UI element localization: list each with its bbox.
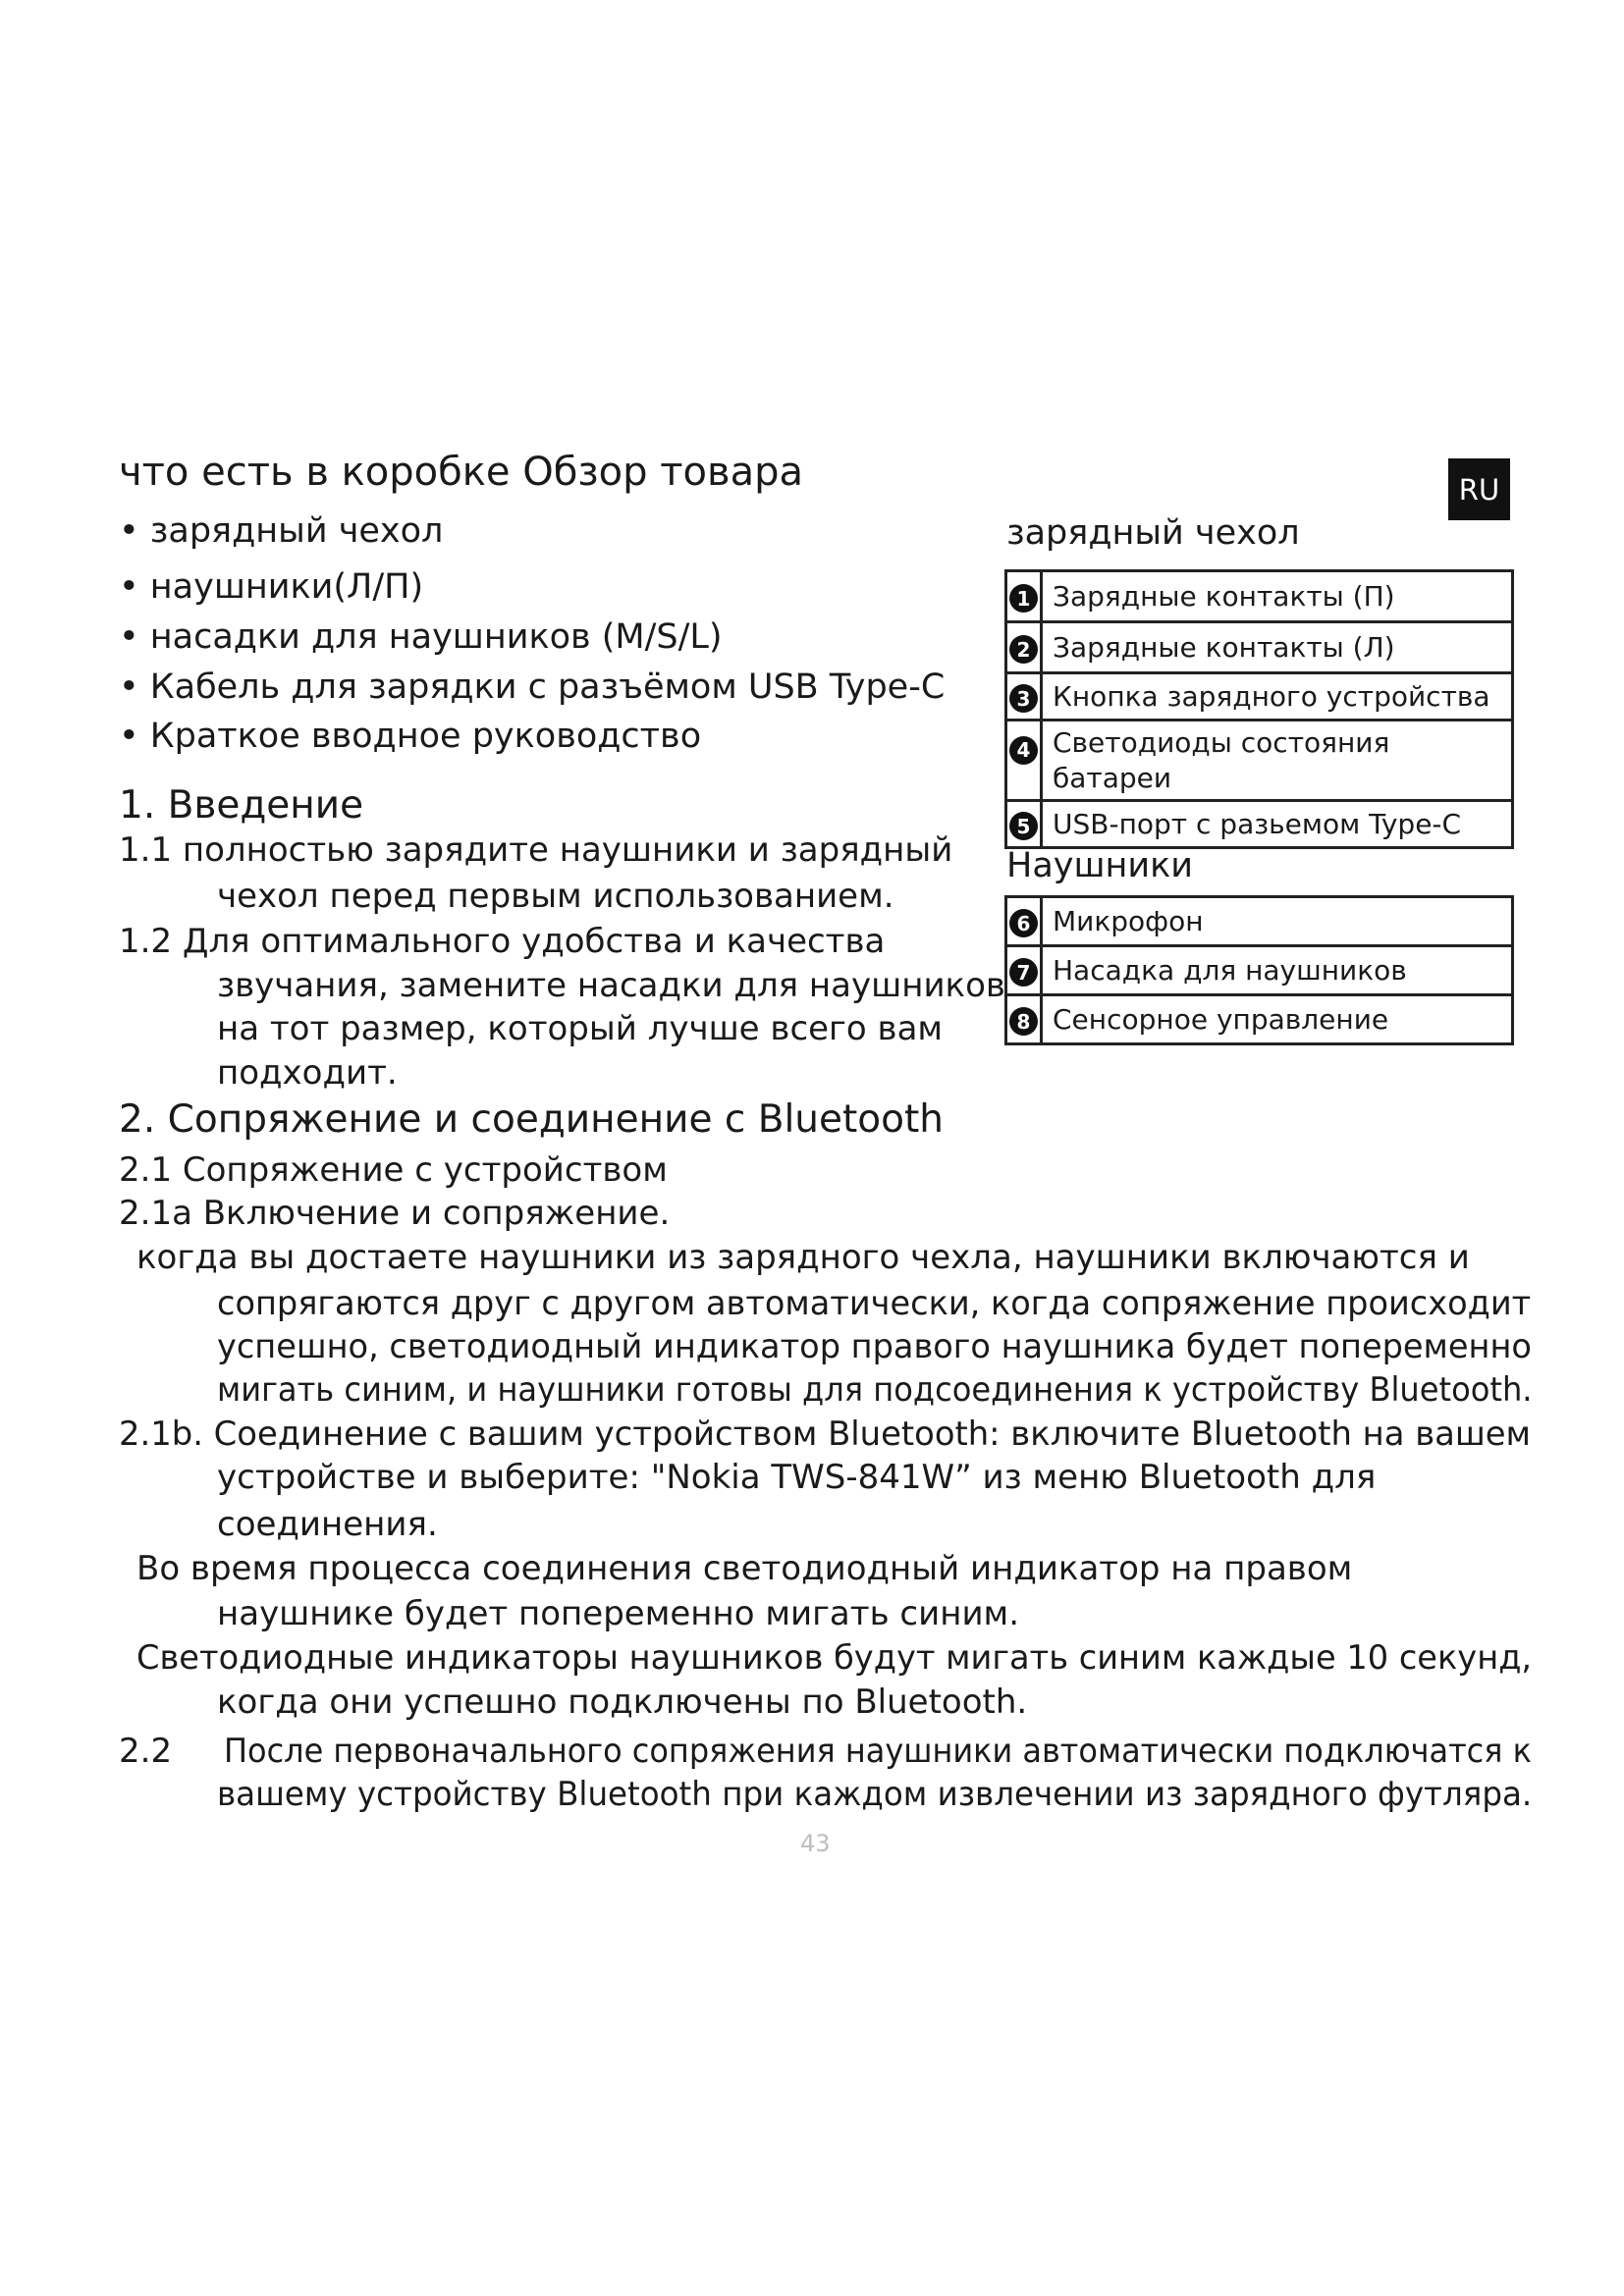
intro-line: звучания, замените насадки для наушников <box>217 966 1005 1005</box>
box-item-cable: • Кабель для зарядки с разъёмом USB Type-C <box>119 667 946 707</box>
case-panel-title: зарядный чехол <box>1006 513 1300 553</box>
pairing-line-number: 2.2 <box>119 1732 173 1771</box>
number-badge-icon: 4 <box>1009 736 1038 765</box>
part-label: Микрофон <box>1042 897 1513 946</box>
table-row <box>1006 946 1513 995</box>
pairing-line: когда они успешно подключены по Bluetooth. <box>217 1682 1028 1722</box>
table-row <box>1006 622 1513 673</box>
table-row <box>1006 801 1513 848</box>
intro-line: чехол перед первым использованием. <box>217 877 894 916</box>
pairing-line: устройстве и выберите: "Nokia TWS-841W” из меню Bluetooth для <box>217 1458 1377 1497</box>
pairing-line: когда вы достаете наушники из зарядного чехла, наушники включаются и <box>136 1238 1470 1277</box>
intro-heading: 1. Введение <box>119 783 364 828</box>
box-item-guide: • Краткое вводное руководство <box>119 717 702 756</box>
intro-line: на тот размер, который лучше всего вам <box>217 1009 944 1048</box>
intro-line: подходит. <box>217 1053 398 1093</box>
pairing-heading: 2. Сопряжение и соединение с Bluetooth <box>119 1097 945 1142</box>
box-item-earbuds: • наушники(Л/П) <box>119 567 424 607</box>
intro-line: 1.2 Для оптимального удобства и качества <box>119 922 886 961</box>
part-label: Светодиоды состояния батареи <box>1042 721 1513 801</box>
pairing-line: вашему устройству Bluetooth при каждом извлечении из зарядного футляра. <box>217 1775 1533 1814</box>
part-label: Насадка для наушников <box>1042 946 1513 995</box>
number-badge-icon: 8 <box>1009 1007 1038 1036</box>
pairing-line: Во время процесса соединения светодиодный индикатор на правом <box>136 1549 1353 1588</box>
part-label: Сенсорное управление <box>1042 995 1513 1044</box>
number-badge-icon: 6 <box>1009 909 1038 937</box>
pairing-line: сопрягаются друг с другом автоматически, когда сопряжение происходит <box>217 1284 1532 1323</box>
pairing-line: 2.1 Сопряжение с устройством <box>119 1150 668 1190</box>
box-contents-title: что есть в коробке Обзор товара <box>119 450 804 495</box>
earbuds-panel-title: Наушники <box>1006 846 1194 885</box>
pairing-line: успешно, светодиодный индикатор правого наушника будет попеременно <box>217 1327 1532 1366</box>
number-badge-icon: 7 <box>1009 958 1038 987</box>
pairing-line: соединения. <box>217 1505 438 1544</box>
table-row <box>1006 897 1513 946</box>
pairing-line: 2.1a Включение и сопряжение. <box>119 1194 671 1233</box>
part-label: USB-порт с разьемом Type-C <box>1042 801 1513 848</box>
table-row <box>1006 571 1513 622</box>
table-row <box>1006 995 1513 1044</box>
part-label: Зарядные контакты (П) <box>1042 571 1513 622</box>
intro-line: 1.1 полностью зарядите наушники и зарядный <box>119 830 953 870</box>
earbuds-parts-table <box>1004 895 1514 1045</box>
number-badge-icon: 2 <box>1009 635 1038 664</box>
pairing-line: наушнике будет попеременно мигать синим. <box>217 1594 1019 1633</box>
language-badge: RU <box>1448 458 1510 520</box>
part-label: Кнопка зарядного устройства <box>1042 673 1513 721</box>
number-badge-icon: 1 <box>1009 584 1038 613</box>
part-label: Зарядные контакты (Л) <box>1042 622 1513 673</box>
pairing-line: 2.1b. Соединение с вашим устройством Bluetooth: включите Bluetooth на вашем <box>119 1415 1532 1454</box>
page-number: 43 <box>800 1830 831 1857</box>
case-parts-table <box>1004 569 1514 849</box>
box-item-case: • зарядный чехол <box>119 511 444 551</box>
box-item-eartips: • насадки для наушников (M/S/L) <box>119 617 723 657</box>
number-badge-icon: 5 <box>1009 812 1038 840</box>
pairing-line: После первоначального сопряжения наушники автоматически подключатся к <box>224 1732 1532 1771</box>
table-row <box>1006 721 1513 801</box>
table-row <box>1006 673 1513 721</box>
pairing-line: Светодиодные индикаторы наушников будут мигать синим каждые 10 секунд, <box>136 1638 1533 1678</box>
pairing-line: мигать синим, и наушники готовы для подсоединения к устройству Bluetooth. <box>217 1370 1533 1410</box>
number-badge-icon: 3 <box>1009 684 1038 713</box>
